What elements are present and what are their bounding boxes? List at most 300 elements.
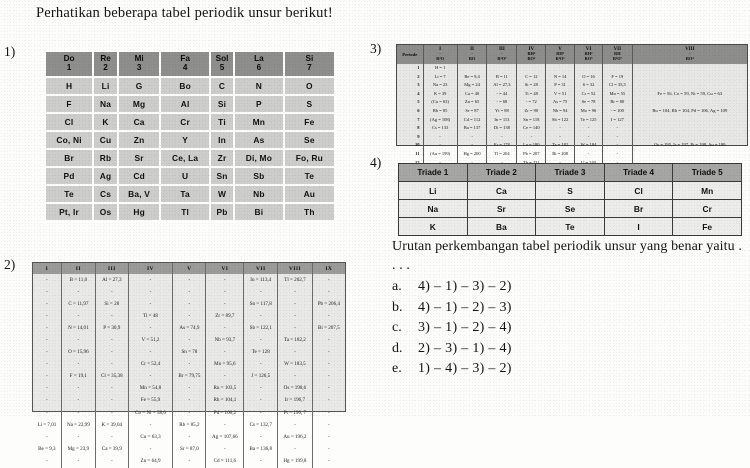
element-mass-cell: Ta = 182 bbox=[546, 141, 575, 150]
answer-option-b[interactable] bbox=[392, 298, 742, 318]
element-mass-cell: - bbox=[457, 133, 487, 142]
mass-cell: - bbox=[327, 288, 330, 295]
mass-cell: - bbox=[33, 310, 61, 322]
element-mass-cell: W = 184 bbox=[574, 141, 602, 150]
triad-header-2: Triade 2 bbox=[467, 164, 536, 182]
mass-cell: - bbox=[327, 397, 330, 404]
octave-header-fa bbox=[161, 52, 209, 76]
mass-cell: Mo = 95,6 bbox=[206, 359, 244, 371]
mass-cell: - bbox=[33, 298, 61, 310]
mass-cell: Ta = 182,2 bbox=[278, 334, 313, 346]
element-cell: Cl bbox=[46, 114, 92, 130]
element-mass-cell: - bbox=[517, 133, 546, 142]
mass-cell: Ir = 196,7 bbox=[278, 395, 313, 407]
table-header-row bbox=[399, 164, 742, 182]
table-row bbox=[399, 218, 742, 236]
element-cell: Se bbox=[536, 200, 605, 218]
table-row bbox=[397, 150, 747, 159]
element-mass-cell: I = 127 bbox=[603, 116, 633, 125]
element-cell: Al bbox=[161, 96, 209, 112]
hydride-formula: RH bbox=[614, 51, 621, 57]
table-row bbox=[399, 182, 742, 200]
table-row bbox=[399, 200, 742, 218]
period-number: 3 bbox=[397, 81, 423, 90]
element-mass-cell: (Ag = 108) bbox=[423, 116, 457, 125]
element-cell: I bbox=[604, 218, 673, 236]
element-cell: Co, Ni bbox=[46, 132, 92, 148]
mass-cell: - bbox=[327, 336, 330, 343]
group-viii-cell bbox=[632, 73, 747, 82]
answer-option-e[interactable] bbox=[392, 359, 742, 379]
element-mass-cell: - bbox=[603, 133, 633, 142]
element-mass-cell: In = 113 bbox=[487, 116, 517, 125]
element-mass-cell: Ce = 140 bbox=[517, 124, 546, 133]
element-mass-cell: F = 19 bbox=[603, 73, 633, 82]
mass-cell: - bbox=[33, 347, 61, 359]
element-cell: Rb bbox=[94, 150, 117, 166]
mass-cell: - bbox=[206, 419, 244, 431]
element-mass-cell: Pb = 207 bbox=[517, 150, 546, 159]
lothar-meyer-table bbox=[33, 263, 345, 468]
element-mass-cell: Rb = 85 bbox=[423, 107, 457, 116]
table-row bbox=[33, 431, 345, 443]
group-header-ix: IX bbox=[312, 263, 345, 274]
group-viii-cell bbox=[632, 116, 747, 125]
element-cell: Os bbox=[94, 204, 117, 220]
mass-cell: - bbox=[327, 385, 330, 392]
element-cell: Si bbox=[211, 96, 233, 112]
element-cell: Cu bbox=[94, 132, 117, 148]
table-row bbox=[33, 334, 345, 346]
table-row bbox=[33, 419, 345, 431]
element-mass-cell: - bbox=[423, 133, 457, 142]
element-cell: Pt, Ir bbox=[46, 204, 92, 220]
mass-cell: - bbox=[327, 457, 330, 464]
element-cell: Sr bbox=[467, 200, 536, 218]
period-number: 10 bbox=[397, 141, 423, 150]
mass-cell: Pt = 196, 7 bbox=[278, 407, 313, 419]
mass-cell: - bbox=[33, 286, 61, 298]
element-mass-cell: Cd = 112 bbox=[457, 116, 487, 125]
mass-cell: - bbox=[33, 322, 61, 334]
mass-cell: - bbox=[128, 322, 173, 334]
element-mass-cell: Zn = 65 bbox=[457, 98, 487, 107]
element-cell: Di, Mo bbox=[235, 150, 283, 166]
mass-cell: - bbox=[128, 298, 173, 310]
element-cell: K bbox=[399, 218, 468, 236]
mass-cell: Zn = 64,9 bbox=[128, 455, 173, 467]
group-header-iii bbox=[487, 45, 517, 64]
mass-cell: - bbox=[33, 371, 61, 383]
octave-header-re bbox=[94, 52, 117, 76]
element-mass-cell: As = 75 bbox=[546, 98, 575, 107]
group-header-ii bbox=[457, 45, 487, 64]
mass-cell: - bbox=[327, 349, 330, 356]
element-mass-cell: - bbox=[603, 141, 633, 150]
mass-cell: - bbox=[95, 310, 128, 322]
mass-cell: - bbox=[206, 286, 244, 298]
group-header-v: V bbox=[173, 263, 206, 274]
element-cell: Br bbox=[604, 200, 673, 218]
period-number: 1 bbox=[397, 64, 423, 73]
element-mass-cell: Nb = 94 bbox=[546, 107, 575, 116]
element-cell: Pd bbox=[46, 168, 92, 184]
mass-cell: - bbox=[33, 383, 61, 395]
table-row bbox=[33, 298, 345, 310]
mass-cell: Na = 22,99 bbox=[61, 419, 95, 431]
element-cell: C bbox=[211, 78, 233, 94]
option-letter: b. bbox=[392, 299, 403, 315]
mass-cell: - bbox=[128, 419, 173, 431]
element-mass-cell: (Au = 199) bbox=[423, 150, 457, 159]
table-row bbox=[397, 116, 747, 125]
element-mass-cell: - bbox=[423, 141, 457, 150]
answer-option-a[interactable] bbox=[392, 277, 742, 297]
table-row bbox=[33, 395, 345, 407]
element-cell: Bo bbox=[161, 78, 209, 94]
table-header-row bbox=[46, 52, 334, 76]
mass-cell: - bbox=[244, 431, 278, 443]
period-number: 4 bbox=[397, 90, 423, 99]
element-mass-cell: Di = 138 bbox=[487, 124, 517, 133]
table-row bbox=[33, 443, 345, 455]
octave-number: 7 bbox=[307, 63, 312, 72]
mass-cell: - bbox=[61, 455, 95, 467]
table-row bbox=[397, 98, 747, 107]
mass-cell: Ag = 107,66 bbox=[206, 431, 244, 443]
table-row bbox=[33, 347, 345, 359]
mass-cell: - bbox=[173, 298, 206, 310]
group-viii-cell bbox=[632, 124, 747, 133]
element-mass-cell: Hg = 200 bbox=[457, 150, 487, 159]
mass-cell: K = 39,04 bbox=[95, 419, 128, 431]
mass-cell: Nb = 93,7 bbox=[206, 334, 244, 346]
table-row bbox=[397, 73, 747, 82]
option-text: 2) – 3) – 1) – 4) bbox=[418, 340, 512, 356]
hydride-formula: RH² bbox=[584, 51, 593, 57]
element-cell: Sn bbox=[211, 168, 233, 184]
table-row bbox=[46, 132, 334, 148]
group-header-vi bbox=[574, 45, 602, 64]
element-mass-cell: Br = 80 bbox=[603, 98, 633, 107]
element-cell: Ti bbox=[211, 114, 233, 130]
mass-cell: - bbox=[173, 383, 206, 395]
element-mass-cell: Be = 9,4 bbox=[457, 73, 487, 82]
element-mass-cell: Ti = 48 bbox=[517, 90, 546, 99]
element-cell: Ca bbox=[119, 114, 159, 130]
mass-cell: - bbox=[33, 407, 61, 419]
element-mass-cell bbox=[487, 64, 517, 73]
element-mass-cell: Sn = 118 bbox=[517, 116, 546, 125]
mass-cell: - bbox=[61, 286, 95, 298]
period-number: 2 bbox=[397, 73, 423, 82]
mass-cell: - bbox=[61, 359, 95, 371]
mass-cell: As = 74,9 bbox=[173, 322, 206, 334]
element-mass-cell: Ca = 40 bbox=[457, 90, 487, 99]
element-mass-cell: K = 39 bbox=[423, 90, 457, 99]
group-viii-cell: Fe = 56, Co = 59, Ni = 59, Cu = 63 bbox=[657, 90, 723, 96]
mass-cell: - bbox=[244, 286, 278, 298]
element-cell: Cd bbox=[119, 168, 159, 184]
element-mass-cell: (Cu = 63) bbox=[423, 98, 457, 107]
group-viii-cell bbox=[632, 133, 747, 142]
element-cell: In bbox=[211, 132, 233, 148]
oxide-formula: RO³ bbox=[584, 56, 593, 62]
mass-cell: - bbox=[61, 383, 95, 395]
element-mass-cell: Tl = 204 bbox=[487, 150, 517, 159]
mass-cell: - bbox=[206, 298, 244, 310]
mass-cell: - bbox=[278, 286, 313, 298]
element-cell: Fo, Ru bbox=[285, 150, 334, 166]
octave-note: Si bbox=[305, 54, 314, 64]
element-mass-cell: - = 68 bbox=[487, 98, 517, 107]
mendeleev-table-container bbox=[396, 44, 748, 156]
element-cell: O bbox=[285, 78, 334, 94]
mass-cell: - bbox=[95, 347, 128, 359]
option-letter: a. bbox=[392, 279, 402, 295]
mass-cell: Ru = 103,5 bbox=[206, 383, 244, 395]
mass-cell: - bbox=[327, 373, 330, 380]
element-mass-cell: Bi = 208 bbox=[546, 150, 575, 159]
mass-cell: - bbox=[128, 286, 173, 298]
element-cell: Mn bbox=[235, 114, 283, 130]
mass-cell: - bbox=[95, 383, 128, 395]
octave-number: 3 bbox=[136, 63, 142, 72]
element-cell: Ag bbox=[94, 168, 117, 184]
group-header-vi: VI bbox=[206, 263, 244, 274]
mass-cell: - bbox=[33, 274, 61, 286]
mass-cell: - bbox=[173, 274, 206, 286]
mass-cell: Co = Ni = 58,6 bbox=[128, 407, 173, 419]
mass-cell: Sn = 117,8 bbox=[244, 298, 278, 310]
mass-cell: Bi = 207,5 bbox=[317, 324, 340, 331]
mass-cell: V = 51,2 bbox=[128, 334, 173, 346]
hydride-formula: - bbox=[689, 51, 691, 57]
element-mass-cell: C = 12 bbox=[517, 73, 546, 82]
group-numeral: I bbox=[439, 46, 442, 52]
element-cell: Ta bbox=[161, 186, 209, 202]
table-row bbox=[397, 107, 747, 116]
element-cell: Th bbox=[285, 204, 334, 220]
mass-cell: - bbox=[95, 455, 128, 467]
element-cell: Fe bbox=[673, 218, 742, 236]
mass-cell: - bbox=[327, 276, 330, 283]
period-number: 5 bbox=[397, 98, 423, 107]
table-row bbox=[33, 322, 345, 334]
element-cell: Tl bbox=[161, 204, 209, 220]
octave-note: Re bbox=[100, 54, 111, 64]
group-viii-cell: Ru = 104, Rh = 104, Pd = 106, Ag = 109 bbox=[652, 107, 728, 113]
element-cell: Y bbox=[161, 132, 209, 148]
mass-cell: O = 15,96 bbox=[61, 347, 95, 359]
mendeleev-periodic-table bbox=[397, 45, 747, 167]
element-mass-cell bbox=[603, 64, 633, 73]
table-row bbox=[46, 204, 334, 220]
mass-cell: - bbox=[33, 359, 61, 371]
element-cell: Cl bbox=[604, 182, 673, 200]
octave-note: Do bbox=[63, 54, 75, 64]
table-row bbox=[397, 133, 747, 142]
element-mass-cell: Cs = 133 bbox=[423, 124, 457, 133]
mass-cell: Fe = 55,9 bbox=[128, 395, 173, 407]
table-row bbox=[397, 64, 747, 73]
element-cell: Cr bbox=[673, 200, 742, 218]
mass-cell: - bbox=[327, 409, 330, 416]
option-letter: c. bbox=[392, 320, 402, 336]
mass-cell: Br = 79,75 bbox=[173, 371, 206, 383]
option-text: 4) – 1) – 2) – 3) bbox=[418, 299, 512, 315]
option-text: 3) – 1) – 2) – 4) bbox=[418, 320, 512, 336]
element-cell: Sb bbox=[235, 168, 283, 184]
element-mass-cell: B = 11 bbox=[487, 73, 517, 82]
group-viii-cell bbox=[632, 150, 747, 159]
element-cell: Li bbox=[94, 78, 117, 94]
element-mass-cell: N = 14 bbox=[546, 73, 575, 82]
answer-option-d[interactable] bbox=[392, 339, 742, 359]
element-mass-cell: Yt = 88 bbox=[487, 107, 517, 116]
table-row bbox=[33, 286, 345, 298]
element-mass-cell: - = 100 bbox=[603, 107, 633, 116]
mass-cell: - bbox=[61, 310, 95, 322]
element-cell: W bbox=[211, 186, 233, 202]
group-numeral: VI bbox=[585, 46, 592, 52]
element-mass-cell: - bbox=[574, 124, 602, 133]
mass-cell: Mg = 23,9 bbox=[61, 443, 95, 455]
element-cell: N bbox=[235, 78, 283, 94]
mass-cell: - bbox=[278, 347, 313, 359]
element-mass-cell: Sr = 87 bbox=[457, 107, 487, 116]
mass-cell: - bbox=[128, 443, 173, 455]
mass-cell: - bbox=[278, 310, 313, 322]
mass-cell: - bbox=[244, 383, 278, 395]
figure-marker-1: 1) bbox=[4, 44, 16, 59]
element-cell: Nb bbox=[235, 186, 283, 202]
element-cell: Fe bbox=[285, 114, 334, 130]
table-row bbox=[33, 455, 345, 467]
mass-cell: - bbox=[61, 395, 95, 407]
element-cell: Ca bbox=[467, 182, 536, 200]
group-header-i bbox=[423, 45, 457, 64]
mass-cell: Rh = 104,1 bbox=[206, 395, 244, 407]
mass-cell: Li = 7,01 bbox=[33, 419, 61, 431]
mass-cell: Be = 9,3 bbox=[33, 443, 61, 455]
element-mass-cell bbox=[546, 64, 575, 73]
period-number: 9 bbox=[397, 133, 423, 142]
mass-cell: - bbox=[173, 431, 206, 443]
mass-cell: - bbox=[95, 407, 128, 419]
table-row bbox=[46, 150, 334, 166]
element-mass-cell: - bbox=[574, 150, 602, 159]
table-row bbox=[46, 168, 334, 184]
element-mass-cell: - bbox=[603, 150, 633, 159]
mass-cell: - bbox=[173, 455, 206, 467]
octave-note: La bbox=[254, 54, 264, 64]
figure-marker-2: 2) bbox=[4, 257, 16, 272]
mass-cell: - bbox=[128, 347, 173, 359]
octave-number: 1 bbox=[66, 63, 72, 72]
mass-cell: - bbox=[95, 286, 128, 298]
element-cell: Ce, La bbox=[161, 150, 209, 166]
mass-cell: - bbox=[206, 443, 244, 455]
mass-cell: - bbox=[128, 274, 173, 286]
element-mass-cell: Zr = 90 bbox=[517, 107, 546, 116]
element-mass-cell bbox=[457, 64, 487, 73]
answer-option-c[interactable] bbox=[392, 318, 742, 338]
answer-options-list bbox=[392, 277, 742, 379]
element-mass-cell: - bbox=[546, 124, 575, 133]
mass-cell: - bbox=[244, 395, 278, 407]
mass-cell: - bbox=[95, 334, 128, 346]
element-cell: Mn bbox=[673, 182, 742, 200]
mass-cell: - bbox=[206, 322, 244, 334]
page-title: Perhatikan beberapa tabel periodik unsur berikut! bbox=[36, 5, 333, 21]
figure-marker-4: 4) bbox=[370, 155, 382, 170]
element-cell: U bbox=[161, 168, 209, 184]
mass-cell: - bbox=[173, 407, 206, 419]
group-header-iv bbox=[517, 45, 546, 64]
mass-cell: - bbox=[61, 334, 95, 346]
table-row bbox=[33, 359, 345, 371]
group-header-viii bbox=[632, 45, 747, 64]
table-row bbox=[397, 141, 747, 150]
group-header-v bbox=[546, 45, 575, 64]
group-header-iii: III bbox=[95, 263, 128, 274]
element-mass-cell: H = 1 bbox=[423, 64, 457, 73]
mass-cell: W = 183,5 bbox=[278, 359, 313, 371]
option-letter: e. bbox=[392, 360, 402, 376]
mass-cell: Si = 28 bbox=[95, 298, 128, 310]
mass-cell: Zr = 89,7 bbox=[206, 310, 244, 322]
triad-header-5: Triade 5 bbox=[673, 164, 742, 182]
element-cell: Te bbox=[536, 218, 605, 236]
element-mass-cell: - bbox=[487, 133, 517, 142]
lothar-meyer-table-container bbox=[32, 262, 346, 464]
element-cell: Hg bbox=[119, 204, 159, 220]
element-cell: Na bbox=[399, 200, 468, 218]
element-mass-cell: Si = 28 bbox=[517, 81, 546, 90]
mass-cell: Cu = 63,3 bbox=[128, 431, 173, 443]
element-mass-cell: - bbox=[457, 141, 487, 150]
octave-header-sol bbox=[211, 52, 233, 76]
octave-header-mi bbox=[119, 52, 159, 76]
element-mass-cell: Na = 23 bbox=[423, 81, 457, 90]
group-numeral: IV bbox=[528, 46, 535, 52]
element-cell: P bbox=[235, 96, 283, 112]
triad-header-3: Triade 3 bbox=[536, 164, 605, 182]
mass-cell: - bbox=[61, 407, 95, 419]
period-header: Periode bbox=[397, 45, 423, 64]
mass-cell: F = 19,1 bbox=[61, 371, 95, 383]
mass-cell: Pd = 106,2 bbox=[206, 407, 244, 419]
element-mass-cell: - bbox=[574, 133, 602, 142]
element-mass-cell: Cr = 52 bbox=[574, 90, 602, 99]
table-row bbox=[33, 371, 345, 383]
mass-cell: - bbox=[278, 443, 313, 455]
element-cell: Br bbox=[46, 150, 92, 166]
mass-cell: Al = 27,3 bbox=[95, 274, 128, 286]
option-text: 1) – 4) – 3) – 2) bbox=[418, 360, 512, 376]
table-row bbox=[46, 186, 334, 202]
mass-cell: In = 113,4 bbox=[244, 274, 278, 286]
mass-cell: Sb = 122,1 bbox=[244, 322, 278, 334]
mass-cell: Au = 196,2 bbox=[278, 431, 313, 443]
octave-number: 4 bbox=[182, 63, 188, 72]
table-row bbox=[46, 78, 334, 94]
option-text: 4) – 1) – 3) – 2) bbox=[418, 279, 512, 295]
group-viii-cell bbox=[632, 81, 747, 90]
element-cell: Zn bbox=[119, 132, 159, 148]
mass-cell: - bbox=[327, 421, 330, 428]
